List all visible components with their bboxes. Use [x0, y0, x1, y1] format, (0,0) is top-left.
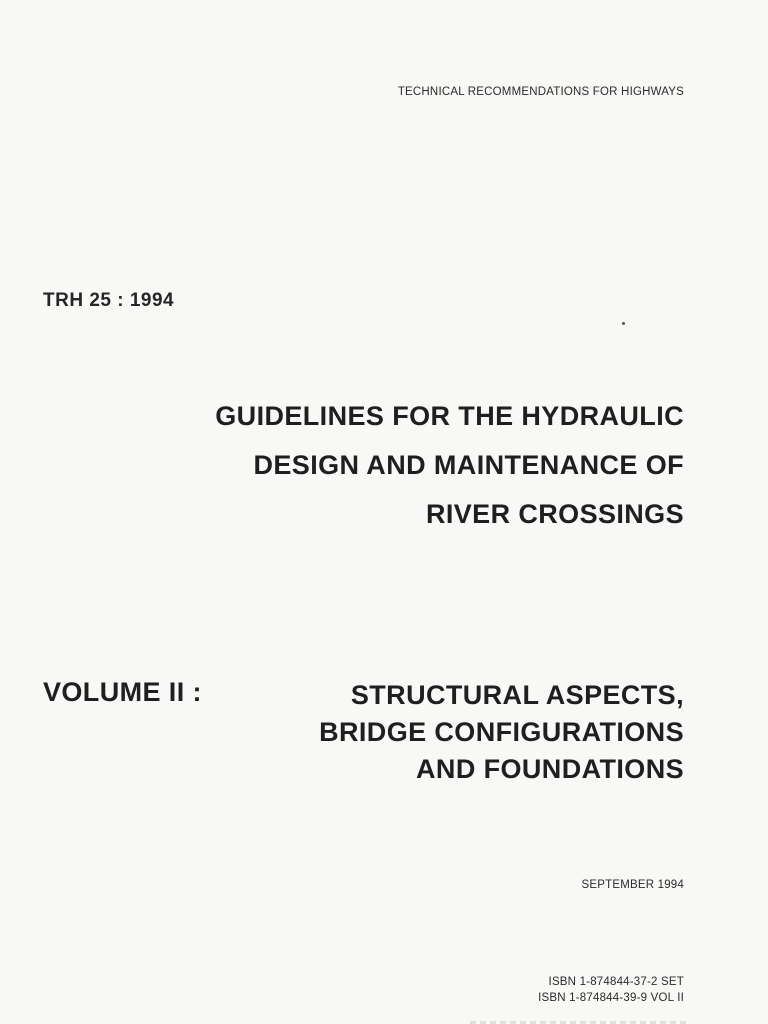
volume-label: VOLUME II :	[43, 677, 202, 707]
main-title-line: RIVER CROSSINGS	[425, 499, 684, 529]
scan-speck	[622, 322, 625, 325]
document-code: TRH 25 : 1994	[43, 290, 175, 311]
isbn-line: ISBN 1-874844-37-2 SET	[548, 976, 684, 988]
volume-title-line: STRUCTURAL ASPECTS,	[350, 680, 684, 710]
isbn-block	[538, 974, 684, 1006]
isbn-line: ISBN 1-874844-39-9 VOL II	[538, 992, 684, 1004]
volume-title-line: AND FOUNDATIONS	[416, 754, 684, 784]
publication-date: SEPTEMBER 1994	[581, 879, 684, 891]
series-title: TECHNICAL RECOMMENDATIONS FOR HIGHWAYS	[397, 86, 684, 98]
main-title	[64, 392, 684, 539]
volume-title-line: BRIDGE CONFIGURATIONS	[319, 717, 684, 747]
volume-title	[224, 677, 684, 788]
main-title-line: GUIDELINES FOR THE HYDRAULIC	[215, 401, 684, 431]
main-title-line: DESIGN AND MAINTENANCE OF	[253, 450, 684, 480]
